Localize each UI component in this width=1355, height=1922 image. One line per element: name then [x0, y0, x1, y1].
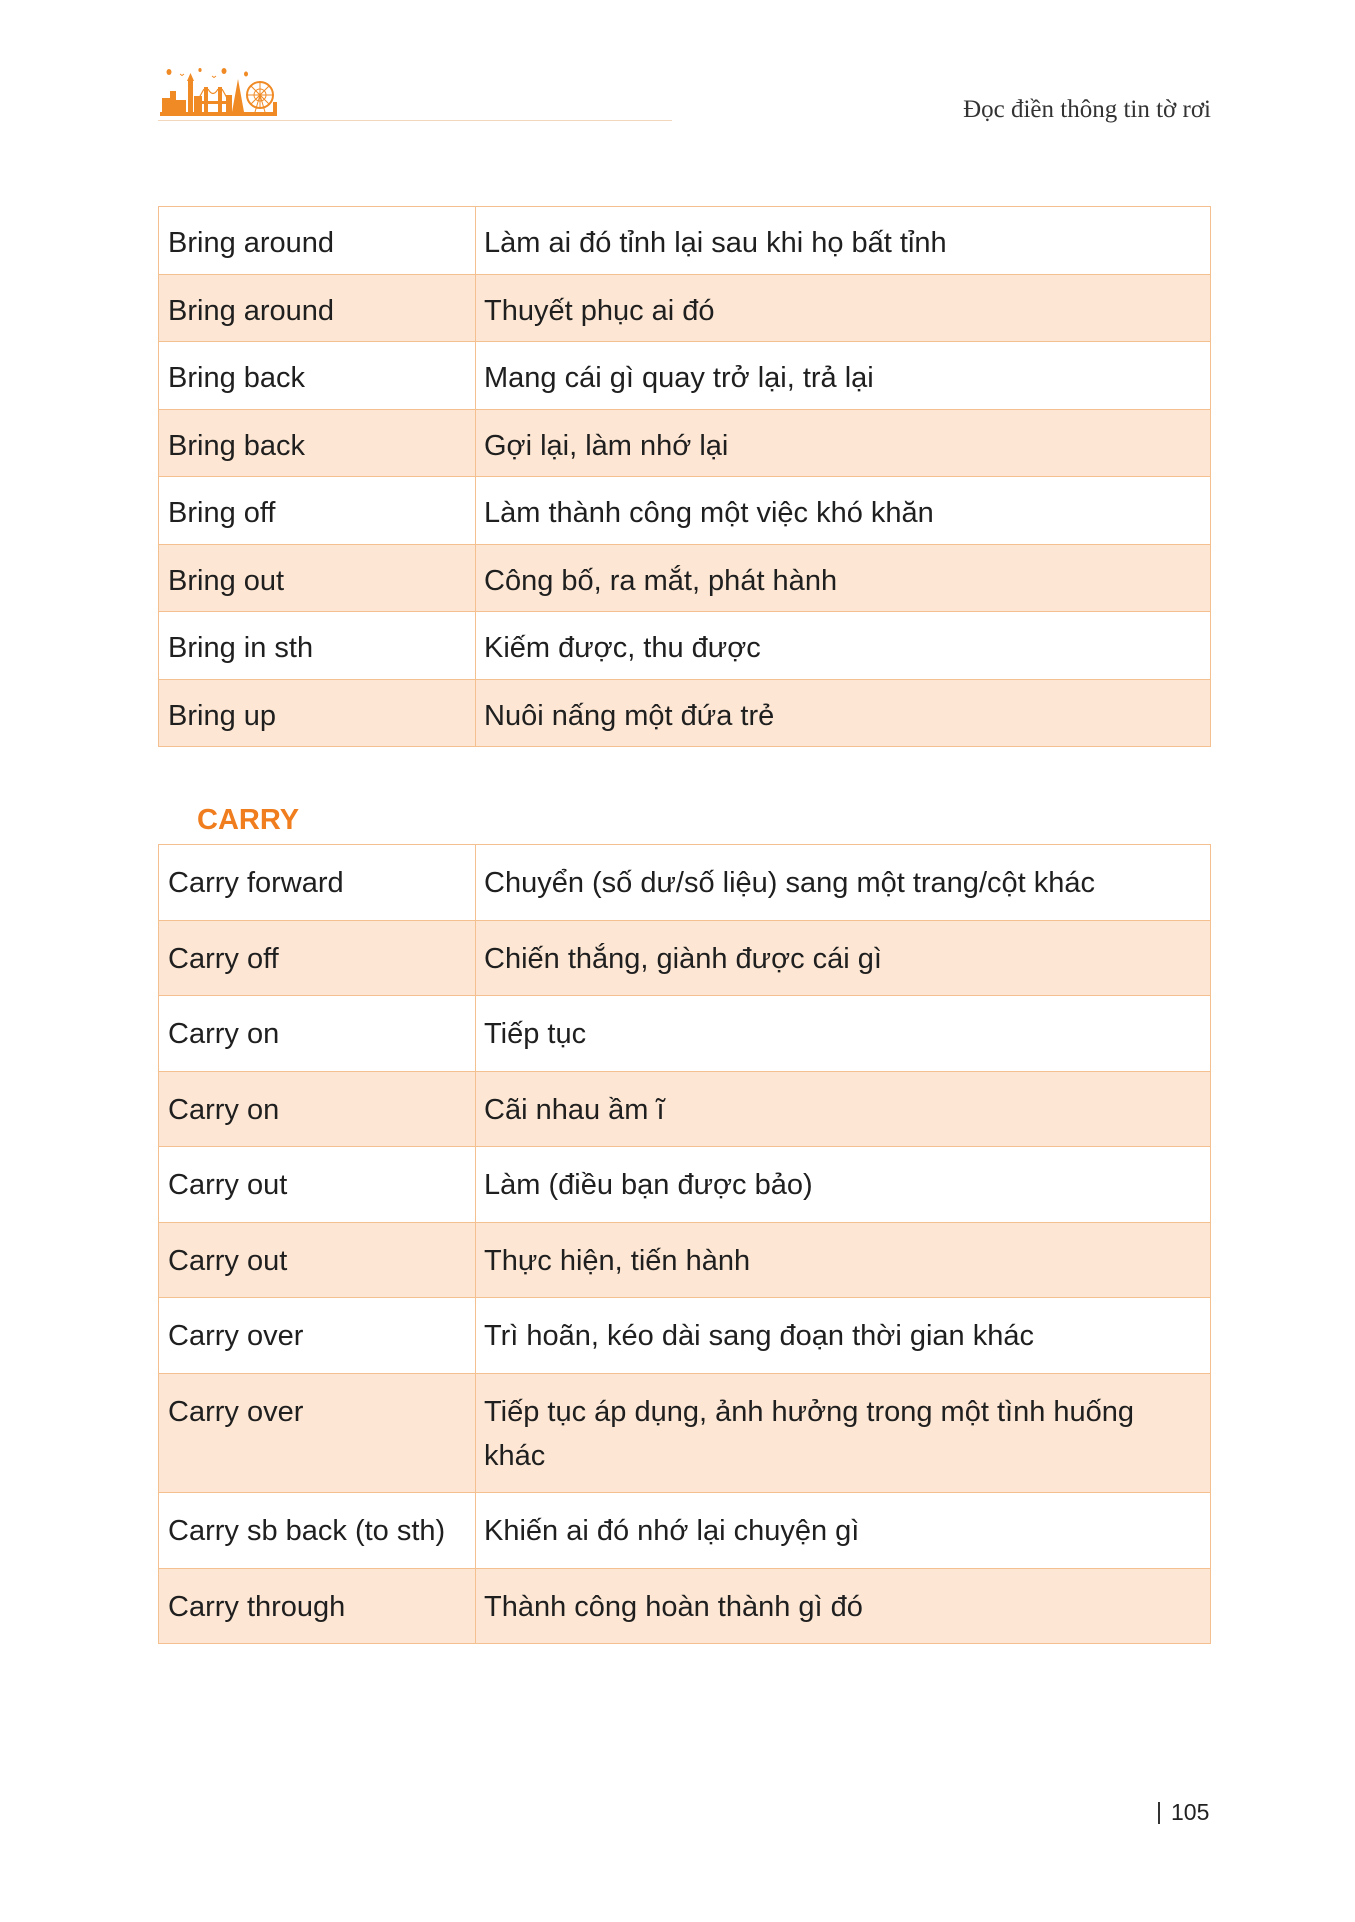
phrasal-verb: Carry over	[159, 1374, 476, 1493]
meaning: Nuôi nấng một đứa trẻ	[484, 699, 775, 732]
meaning: Mang cái gì quay trở lại, trả lại	[484, 362, 874, 394]
phrasal-verb: Carry over	[159, 1298, 476, 1373]
carry-phrasal-verbs-table	[158, 844, 1211, 1644]
bring-phrasal-verbs-table	[158, 206, 1211, 747]
phrasal-verb: Bring back	[159, 410, 476, 477]
phrasal-verb: Carry sb back (to sth)	[159, 1493, 476, 1568]
table-row	[159, 921, 1210, 997]
phrasal-verb: Carry forward	[159, 845, 476, 920]
phrasal-verb: Carry out	[159, 1147, 476, 1222]
phrasal-verb: Bring around	[159, 275, 476, 342]
running-header-title: Đọc điền thông tin tờ rơi	[963, 96, 1211, 123]
meaning: Cãi nhau ầm ĩ	[484, 1093, 665, 1126]
page-number: 105	[1171, 1799, 1210, 1825]
meaning: Tiếp tục áp dụng, ảnh hưởng trong một tình huống khác	[484, 1395, 1135, 1472]
table-row	[159, 996, 1210, 1072]
phrasal-verb: Bring out	[159, 545, 476, 612]
table-row	[159, 1223, 1210, 1299]
meaning: Trì hoãn, kéo dài sang đoạn thời gian khác	[484, 1320, 1034, 1352]
table-row	[159, 845, 1210, 921]
table-row	[159, 410, 1210, 478]
meaning: Gợi lại, làm nhớ lại	[484, 429, 729, 462]
meaning: Làm (điều bạn được bảo)	[484, 1169, 813, 1201]
table-row	[159, 680, 1210, 747]
section-heading-carry: CARRY	[197, 804, 300, 836]
table-row	[159, 1147, 1210, 1223]
phrasal-verb: Bring back	[159, 342, 476, 409]
phrasal-verb: Carry off	[159, 921, 476, 996]
phrasal-verb: Bring in sth	[159, 612, 476, 679]
meaning: Khiến ai đó nhớ lại chuyện gì	[484, 1515, 860, 1547]
table-row	[159, 477, 1210, 545]
phrasal-verb: Bring up	[159, 680, 476, 747]
table-row	[159, 1374, 1210, 1494]
meaning: Tiếp tục	[484, 1018, 587, 1050]
meaning: Làm thành công một việc khó khăn	[484, 497, 934, 529]
meaning: Thực hiện, tiến hành	[484, 1244, 751, 1277]
phrasal-verb: Carry on	[159, 996, 476, 1071]
meaning: Làm ai đó tỉnh lại sau khi họ bất tỉnh	[484, 227, 947, 259]
phrasal-verb: Bring around	[159, 207, 476, 274]
phrasal-verb: Carry on	[159, 1072, 476, 1147]
table-row	[159, 612, 1210, 680]
table-row	[159, 207, 1210, 275]
table-row	[159, 1298, 1210, 1374]
meaning: Chiến thắng, giành được cái gì	[484, 942, 882, 975]
table-row	[159, 1569, 1210, 1644]
meaning: Thành công hoàn thành gì đó	[484, 1590, 863, 1623]
table-row	[159, 1493, 1210, 1569]
table-row	[159, 545, 1210, 613]
page-number-divider	[1158, 1802, 1160, 1824]
phrasal-verb: Carry out	[159, 1223, 476, 1298]
city-skyline-icon	[160, 66, 277, 119]
table-row	[159, 275, 1210, 343]
phrasal-verb: Carry through	[159, 1569, 476, 1644]
phrasal-verb: Bring off	[159, 477, 476, 544]
header-divider	[158, 120, 672, 121]
meaning: Chuyển (số dư/số liệu) sang một trang/cột khác	[484, 867, 1095, 899]
meaning: Thuyết phục ai đó	[484, 294, 715, 327]
table-row	[159, 1072, 1210, 1148]
table-row	[159, 342, 1210, 410]
meaning: Công bố, ra mắt, phát hành	[484, 564, 838, 597]
meaning: Kiếm được, thu được	[484, 632, 761, 664]
